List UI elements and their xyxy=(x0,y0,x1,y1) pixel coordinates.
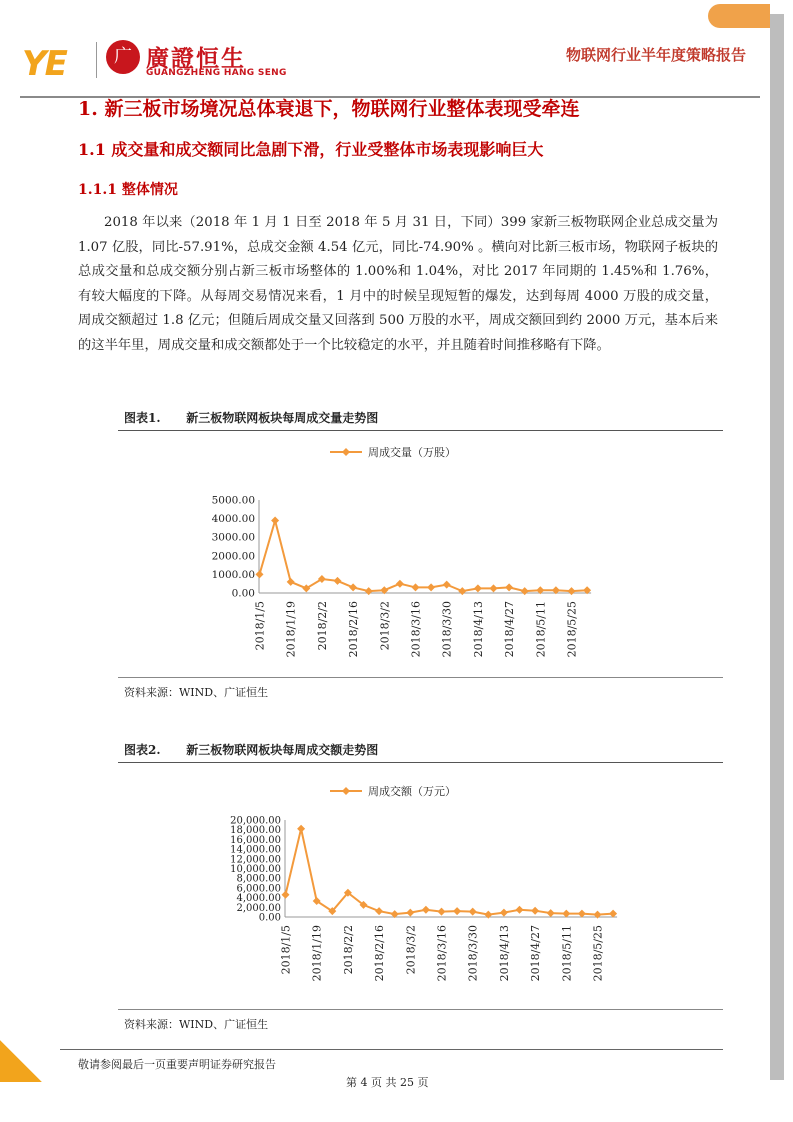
figure-1-label: 图表1. xyxy=(124,411,161,425)
legend xyxy=(330,784,456,798)
data-point xyxy=(453,907,461,915)
data-point xyxy=(474,584,482,592)
x-tick-label: 2018/2/2 xyxy=(315,601,329,651)
x-tick-label: 2018/1/5 xyxy=(253,601,267,651)
data-point xyxy=(406,909,414,917)
page-number: 第 4 页 共 25 页 xyxy=(346,1076,429,1089)
data-point xyxy=(282,891,290,899)
data-point xyxy=(458,587,466,595)
x-tick-label: 2018/1/19 xyxy=(284,601,298,658)
section-heading-1-1: 1.1 成交量和成交额同比急剧下滑，行业受整体市场表现影响巨大 xyxy=(78,140,544,159)
x-tick-label: 2018/4/13 xyxy=(471,601,485,658)
y-tick-label: 10,000.00 xyxy=(230,864,281,875)
company-name-cn: 廣證恒生 xyxy=(146,46,246,72)
x-tick-label: 2018/2/16 xyxy=(373,925,387,982)
data-point xyxy=(500,909,508,917)
data-point xyxy=(443,581,451,589)
data-point xyxy=(396,580,404,588)
data-point xyxy=(365,587,373,595)
data-point xyxy=(438,908,446,916)
x-tick-label: 2018/2/16 xyxy=(347,601,361,658)
y-tick-label: 18,000.00 xyxy=(230,825,281,837)
x-tick-label: 2018/2/2 xyxy=(341,925,355,975)
figure-1-source: 资料来源：WIND、广证恒生 xyxy=(124,686,269,699)
data-point xyxy=(422,906,430,914)
data-point xyxy=(516,906,524,914)
x-tick-label: 2018/5/11 xyxy=(534,601,548,658)
y-tick-label: 2,000.00 xyxy=(236,902,281,914)
x-tick-label: 2018/5/11 xyxy=(560,925,574,982)
section-heading-1: 1. 新三板市场境况总体衰退下，物联网行业整体表现受牵连 xyxy=(78,98,580,120)
y-tick-label: 8,000.00 xyxy=(236,873,281,885)
x-tick-label: 2018/5/25 xyxy=(591,925,605,982)
y-tick-label: 3000.00 xyxy=(211,531,255,544)
data-point xyxy=(297,825,305,833)
y-tick-label: 16,000.00 xyxy=(230,834,281,846)
data-point xyxy=(568,587,576,595)
company-seal-icon: 广 xyxy=(106,40,140,74)
data-point xyxy=(349,583,357,591)
x-tick-label: 2018/3/16 xyxy=(409,601,423,658)
footer-disclaimer: 敬请参阅最后一页重要声明证券研究报告 xyxy=(78,1058,276,1071)
company-name-en: GUANGZHENG HANG SENG xyxy=(146,68,287,78)
series-line xyxy=(286,829,614,915)
figure-1-caption: 新三板物联网板块每周成交量走势图 xyxy=(186,411,379,425)
legend-label: 周成交量（万股） xyxy=(368,446,456,459)
figure-1-title xyxy=(124,409,378,426)
data-point xyxy=(469,908,477,916)
data-point xyxy=(412,583,420,591)
section-heading-1-1-1: 1.1.1 整体情况 xyxy=(78,182,178,198)
legend-marker xyxy=(342,448,350,456)
data-point xyxy=(531,907,539,915)
data-point xyxy=(521,587,529,595)
legend-marker xyxy=(342,787,350,795)
x-tick-label: 2018/3/30 xyxy=(440,601,454,658)
logo-divider xyxy=(96,42,97,78)
legend-label: 周成交额（万元） xyxy=(368,785,456,798)
y-tick-label: 2000.00 xyxy=(211,550,255,563)
figure-2-label: 图表2. xyxy=(124,743,161,757)
x-tick-label: 2018/3/16 xyxy=(435,925,449,982)
x-tick-label: 2018/4/13 xyxy=(497,925,511,982)
data-point xyxy=(334,577,342,585)
data-point xyxy=(490,584,498,592)
x-tick-label: 2018/1/19 xyxy=(310,925,324,982)
y-tick-label: 0.00 xyxy=(231,587,255,600)
y-tick-label: 20,000.00 xyxy=(230,815,281,827)
x-tick-label: 2018/3/30 xyxy=(466,925,480,982)
series-line xyxy=(260,520,588,591)
y-tick-label: 1000.00 xyxy=(211,568,255,581)
x-tick-label: 2018/3/2 xyxy=(404,925,418,975)
data-point xyxy=(287,578,295,586)
y-tick-label: 5000.00 xyxy=(211,494,255,507)
header-accent-tab xyxy=(708,4,770,28)
x-tick-label: 2018/4/27 xyxy=(529,925,543,982)
data-point xyxy=(256,570,264,578)
x-tick-label: 2018/5/25 xyxy=(565,601,579,658)
data-point xyxy=(562,910,570,918)
figure-2-top-rule xyxy=(118,762,723,763)
y-tick-label: 4000.00 xyxy=(211,513,255,526)
footer-rule xyxy=(60,1049,723,1050)
figure-2-chart xyxy=(118,764,723,1009)
data-point xyxy=(271,516,279,524)
figure-2-bottom-rule xyxy=(118,1009,723,1010)
x-tick-label: 2018/3/2 xyxy=(378,601,392,651)
x-tick-label: 2018/1/5 xyxy=(279,925,293,975)
figure-1-top-rule xyxy=(118,430,723,431)
y-tick-label: 14,000.00 xyxy=(230,844,281,856)
data-point xyxy=(427,583,435,591)
body-paragraph: 2018 年以来（2018 年 1 月 1 日至 2018 年 5 月 31 日，下同）399 家新三板物联网企业总成交量为 1.07 亿股，同比-57.91%，总成交金额 4.54 亿元，同比-74.90% 。横向对比新三板市场，物联网子板块的总成交量和总成交额分别占新三板市场整体的 1.00%和 1.04%，对比 2017 年同期的 1.45%和 1.76%，有较大幅度的下降。从每周交易情况来看，1 月中的时候呈现短暂的爆发，达到每周 4000 万股的成交量，周成交额超过 1.8 亿元；但随后周成交量又回落到 500 万股的水平，周成交额回到约 2000 万元，基本后来的这半年里，周成交量和成交额都处于一个比较稳定的水平，并且随着时间推移略有下降。 xyxy=(78,215,718,353)
y-tick-label: 6,000.00 xyxy=(236,883,281,895)
data-point xyxy=(578,910,586,918)
figure-1-chart xyxy=(118,432,723,677)
y-tick-label: 4,000.00 xyxy=(236,893,281,905)
legend xyxy=(330,445,456,459)
figure-2-caption: 新三板物联网板块每周成交额走势图 xyxy=(186,743,379,757)
figure-2-source: 资料来源：WIND、广证恒生 xyxy=(124,1018,269,1031)
data-point xyxy=(505,583,513,591)
report-tag: 物联网行业半年度策略报告 xyxy=(566,46,747,64)
y-tick-label: 12,000.00 xyxy=(230,854,281,866)
x-tick-label: 2018/4/27 xyxy=(503,601,517,658)
right-margin-bar xyxy=(770,14,784,1080)
figure-2-title xyxy=(124,741,378,758)
data-point xyxy=(547,909,555,917)
data-point xyxy=(375,907,383,915)
ye-logo-mark: YE xyxy=(22,44,66,84)
corner-triangle-decoration xyxy=(0,1040,42,1082)
data-point xyxy=(609,910,617,918)
y-tick-label: 0.00 xyxy=(258,912,281,924)
figure-1-bottom-rule xyxy=(118,677,723,678)
